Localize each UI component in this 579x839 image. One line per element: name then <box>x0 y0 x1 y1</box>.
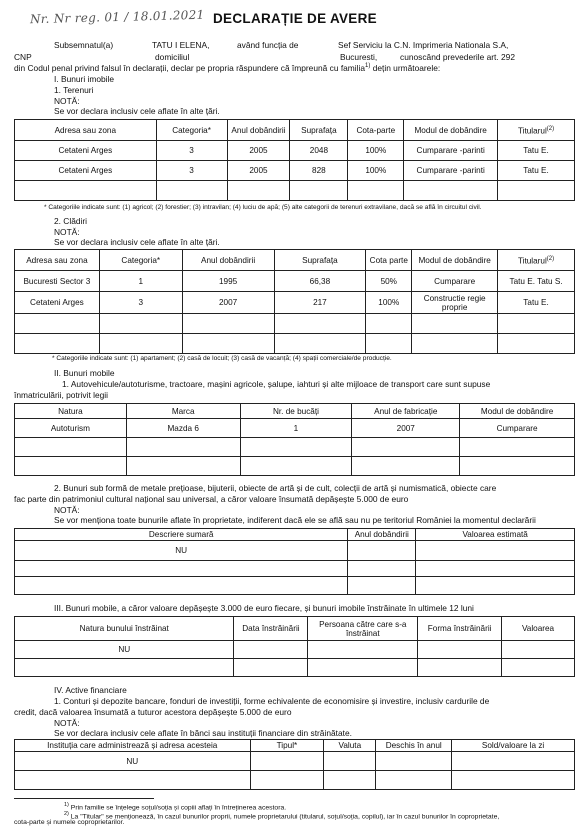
terenuri-header-anul: Anul dobândirii <box>227 120 290 141</box>
section-heading-active-financiare: IV. Active financiare <box>54 685 127 695</box>
terenuri-header-categoria: Categoria* <box>156 120 227 141</box>
table-cell: Cumparare -parinti <box>404 141 498 161</box>
terenuri-header-suprafata: Suprafața <box>290 120 348 141</box>
table-cell: 217 <box>274 292 366 314</box>
table-cell <box>416 561 575 577</box>
intro-footnote-ref: 1) <box>365 63 371 70</box>
table-cell: 100% <box>348 141 404 161</box>
terenuri-header-titular-sup: (2) <box>546 125 555 132</box>
table-cell <box>352 457 460 476</box>
table-cell: Bucuresti Sector 3 <box>15 271 100 292</box>
terenuri-header-adresa: Adresa sau zona <box>15 120 157 141</box>
intro-avand: având funcția de <box>237 40 299 50</box>
subsection-conturi-cont: credit, dacă valoarea însumată a tuturor acestora depășește 5.000 de euro <box>14 707 292 717</box>
metale-header-descriere: Descriere sumară <box>15 529 348 541</box>
table-cell: Tatu E. <box>498 141 575 161</box>
table-cell <box>182 314 274 334</box>
terenuri-nota-text: Se vor declara inclusiv cele aflate în alte țări. <box>54 106 220 116</box>
table-row <box>15 752 575 771</box>
table-cell <box>15 181 157 201</box>
table-cell: 1 <box>240 419 352 438</box>
table-cell: Tatu E. <box>498 161 575 181</box>
table-cell <box>452 771 575 790</box>
section-heading-bunuri-instrainate: III. Bunuri mobile, a căror valoare depășește 3.000 de euro fiecare, și bunuri imobile înstrăinate în ultimele 12 luni <box>54 603 474 613</box>
table-cell <box>412 334 498 354</box>
table-cell <box>502 659 575 677</box>
table-cell: 2005 <box>227 141 290 161</box>
subsection-conturi: 1. Conturi și depozite bancare, fonduri de investiții, forme echivalente de economisire și investire, inclusiv cardurile de <box>54 696 490 706</box>
cladiri-footnote: * Categoriile indicate sunt: (1) apartament; (2) casă de locuit; (3) casă de vacanță; (4) spații comerciale/de producție. <box>52 355 392 362</box>
table-row <box>15 419 575 438</box>
table-cell: Autoturism <box>15 419 127 438</box>
table-cell: 100% <box>366 292 412 314</box>
conturi-header-sold: Sold/valoare la zi <box>452 740 575 752</box>
table-row <box>15 561 575 577</box>
instrainate-header-valoarea: Valoarea <box>502 617 575 641</box>
table-cell <box>348 181 404 201</box>
cladiri-header-adresa: Adresa sau zona <box>15 250 100 271</box>
table-cell <box>15 438 127 457</box>
declarant-city: Bucuresti, <box>340 52 378 62</box>
section-heading-bunuri-mobile: II. Bunuri mobile <box>54 368 115 378</box>
table-cell: 3 <box>156 161 227 181</box>
instrainate-header-data: Data înstrăinării <box>234 617 308 641</box>
intro-statement-text: din Codul penal privind falsul în declarații, declar pe propria răspundere că împreună cu familia <box>14 63 366 73</box>
table-cell: 50% <box>366 271 412 292</box>
table-cell <box>416 541 575 561</box>
table-row <box>15 641 575 659</box>
subsection-terenuri: 1. Terenuri <box>54 85 94 95</box>
table-cell <box>15 659 234 677</box>
table-cell: Cetateni Arges <box>15 141 157 161</box>
metale-header-valoarea: Valoarea estimată <box>416 529 575 541</box>
table-cell <box>15 771 251 790</box>
table-cell <box>126 438 240 457</box>
table-cell <box>418 659 502 677</box>
table-row <box>15 457 575 476</box>
footnote-1-marker: 1) <box>64 802 69 808</box>
table-cell <box>324 752 376 771</box>
table-cell <box>348 561 416 577</box>
intro-cnp: CNP <box>14 52 32 62</box>
cladiri-header-cota: Cota parte <box>366 250 412 271</box>
table-cell <box>308 641 418 659</box>
auto-header-natura: Natura <box>15 404 127 419</box>
handwritten-registration-number: Nr. Nr reg. 01 / 18.01.2021 <box>29 7 205 27</box>
cladiri-nota-text: Se vor declara inclusiv cele aflate în alte țări. <box>54 237 220 247</box>
table-cell <box>274 334 366 354</box>
instrainate-header-persoana: Persoana către care s-a înstrăinat <box>308 617 418 641</box>
table-cell <box>15 314 100 334</box>
table-cell <box>240 457 352 476</box>
metale-header-anul: Anul dobândirii <box>348 529 416 541</box>
table-cell <box>452 752 575 771</box>
cladiri-table <box>14 249 575 354</box>
table-cell: Cetateni Arges <box>15 292 100 314</box>
table-cell: 3 <box>156 141 227 161</box>
table-cell <box>366 314 412 334</box>
table-cell: 3 <box>99 292 182 314</box>
metale-nota-text: Se vor menționa toate bunurile aflate în proprietate, indiferent dacă ele se află sau nu pe teritoriul României la momentul declarării <box>54 515 536 525</box>
footnote-2-text: La "Titular" se menționează, în cazul bunurilor proprii, numele proprietarului (titularul, soțul/soția, copilul), iar în cazul bunurilor în coproprietate, <box>70 813 500 821</box>
intro-statement <box>14 63 440 73</box>
table-cell <box>15 457 127 476</box>
cladiri-header-anul: Anul dobândirii <box>182 250 274 271</box>
table-cell: Mazda 6 <box>126 419 240 438</box>
table-row <box>15 577 575 595</box>
table-cell <box>352 438 460 457</box>
table-cell <box>182 334 274 354</box>
table-cell <box>99 334 182 354</box>
table-cell: Tatu E. Tatu S. <box>498 271 575 292</box>
table-cell <box>348 577 416 595</box>
table-cell <box>376 752 452 771</box>
conturi-header-deschis: Deschis în anul <box>376 740 452 752</box>
conturi-nota-label: NOTĂ: <box>54 718 80 728</box>
metale-nota-label: NOTĂ: <box>54 505 80 515</box>
terenuri-header-titular <box>498 120 575 141</box>
subsection-metale-pretioase: 2. Bunuri sub formă de metale prețioase, bijuterii, obiecte de artă și de cult, colecții de artă și numismatică, obiecte care <box>54 483 497 493</box>
section-heading-bunuri-imobile: I. Bunuri imobile <box>54 74 115 84</box>
table-cell <box>418 641 502 659</box>
terenuri-table <box>14 119 575 201</box>
table-cell <box>502 641 575 659</box>
table-cell: Cumparare -parinti <box>404 161 498 181</box>
terenuri-footnote: * Categoriile indicate sunt: (1) agricol; (2) forestier; (3) intravilan; (4) luciu de apă; (5) alte categorii de terenuri extravilane, dacă se află în circuitul civil. <box>44 204 482 211</box>
declarant-function: Sef Serviciu la C.N. Imprimeria Nationala S.A, <box>338 40 509 50</box>
table-row <box>15 141 575 161</box>
table-cell: Cumparare <box>460 419 575 438</box>
table-cell <box>376 771 452 790</box>
terenuri-nota-label: NOTĂ: <box>54 96 80 106</box>
table-cell: 2048 <box>290 141 348 161</box>
table-cell: 1 <box>99 271 182 292</box>
table-cell <box>274 314 366 334</box>
table-cell <box>412 314 498 334</box>
table-cell <box>290 181 348 201</box>
metale-table <box>14 528 575 595</box>
intro-cunoscand: cunoscând prevederile art. 292 <box>400 52 515 62</box>
auto-header-marca: Marca <box>126 404 240 419</box>
table-row <box>15 771 575 790</box>
cladiri-nota-label: NOTĂ: <box>54 227 80 237</box>
table-row <box>15 161 575 181</box>
footnote-divider <box>14 798 154 799</box>
table-cell <box>156 181 227 201</box>
table-cell <box>460 457 575 476</box>
table-cell <box>308 659 418 677</box>
intro-statement-end: dețin următoarele: <box>372 63 441 73</box>
terenuri-header-cota: Cota-parte <box>348 120 404 141</box>
table-row <box>15 541 575 561</box>
subsection-autovehicule: 1. Autovehicule/autoturisme, tractoare, mașini agricole, șalupe, iahturi și alte mijloace de transport care sunt supuse <box>62 379 491 389</box>
conturi-table <box>14 739 575 790</box>
table-cell: Cetateni Arges <box>15 161 157 181</box>
table-cell: Constructie regie proprie <box>412 292 498 314</box>
table-cell <box>498 334 575 354</box>
cladiri-header-titular <box>498 250 575 271</box>
table-cell <box>498 181 575 201</box>
table-cell <box>227 181 290 201</box>
table-cell: 1995 <box>182 271 274 292</box>
table-cell: 2007 <box>352 419 460 438</box>
table-row <box>15 314 575 334</box>
table-row <box>15 659 575 677</box>
table-cell <box>240 438 352 457</box>
table-cell: 828 <box>290 161 348 181</box>
table-cell <box>250 752 324 771</box>
table-cell <box>366 334 412 354</box>
cladiri-header-titular-sup: (2) <box>546 255 555 262</box>
footnote-2 <box>64 810 499 821</box>
cladiri-header-modul: Modul de dobândire <box>412 250 498 271</box>
cladiri-header-titular-text: Titularul <box>517 256 547 266</box>
table-cell <box>15 561 348 577</box>
table-cell: NU <box>15 541 348 561</box>
intro-subsemnatul: Subsemnatul(a) <box>54 40 114 50</box>
table-cell: NU <box>15 641 234 659</box>
instrainate-header-forma: Forma înstrăinării <box>418 617 502 641</box>
table-cell: Tatu E. <box>498 292 575 314</box>
auto-header-nr: Nr. de bucăți <box>240 404 352 419</box>
terenuri-header-titular-text: Titularul <box>517 126 547 136</box>
conturi-header-tipul: Tipul* <box>250 740 324 752</box>
table-cell: 2005 <box>227 161 290 181</box>
table-cell: Cumparare <box>412 271 498 292</box>
table-cell: 2007 <box>182 292 274 314</box>
subsection-autovehicule-cont: înmatriculării, potrivit legii <box>14 390 109 400</box>
auto-header-anul: Anul de fabricație <box>352 404 460 419</box>
declarant-name: TATU I ELENA, <box>152 40 210 50</box>
table-cell <box>15 577 348 595</box>
auto-header-modul: Modul de dobândire <box>460 404 575 419</box>
autovehicule-table <box>14 403 575 476</box>
conturi-nota-text: Se vor declara inclusiv cele aflate în bănci sau instituții financiare din străinătate. <box>54 728 352 738</box>
intro-domiciliul: domiciliul <box>155 52 190 62</box>
table-row <box>15 271 575 292</box>
table-cell <box>416 577 575 595</box>
table-row <box>15 334 575 354</box>
table-cell <box>404 181 498 201</box>
subsection-metale-pretioase-cont: fac parte din patrimoniul cultural național sau universal, a căror valoare însumată depășește 5.000 de euro <box>14 494 409 504</box>
table-cell: 66,38 <box>274 271 366 292</box>
table-cell: 100% <box>348 161 404 181</box>
instrainate-table <box>14 616 575 677</box>
table-row <box>15 292 575 314</box>
table-cell <box>126 457 240 476</box>
table-cell <box>348 541 416 561</box>
table-row <box>15 438 575 457</box>
footnote-1-text: Prin familie se înțelege soțul/soția și copiii aflați în întreținerea acestora. <box>70 804 287 812</box>
conturi-header-valuta: Valuta <box>324 740 376 752</box>
table-cell <box>250 771 324 790</box>
table-cell <box>234 659 308 677</box>
table-cell <box>15 334 100 354</box>
conturi-header-institutia: Instituția care administrează și adresa acesteia <box>15 740 251 752</box>
table-cell <box>460 438 575 457</box>
table-row <box>15 181 575 201</box>
cladiri-header-categoria: Categoria* <box>99 250 182 271</box>
page-title: DECLARAȚIE DE AVERE <box>213 11 377 26</box>
table-cell <box>99 314 182 334</box>
footnote-2-marker: 2) <box>64 811 69 817</box>
cladiri-header-suprafata: Suprafața <box>274 250 366 271</box>
terenuri-header-modul: Modul de dobândire <box>404 120 498 141</box>
subsection-cladiri: 2. Clădiri <box>54 216 88 226</box>
table-cell <box>324 771 376 790</box>
table-cell: NU <box>15 752 251 771</box>
footnote-2-cont: cota-parte și numele coproprietarilor. <box>14 819 125 826</box>
instrainate-header-natura: Natura bunului înstrăinat <box>15 617 234 641</box>
table-cell <box>234 641 308 659</box>
table-cell <box>498 314 575 334</box>
